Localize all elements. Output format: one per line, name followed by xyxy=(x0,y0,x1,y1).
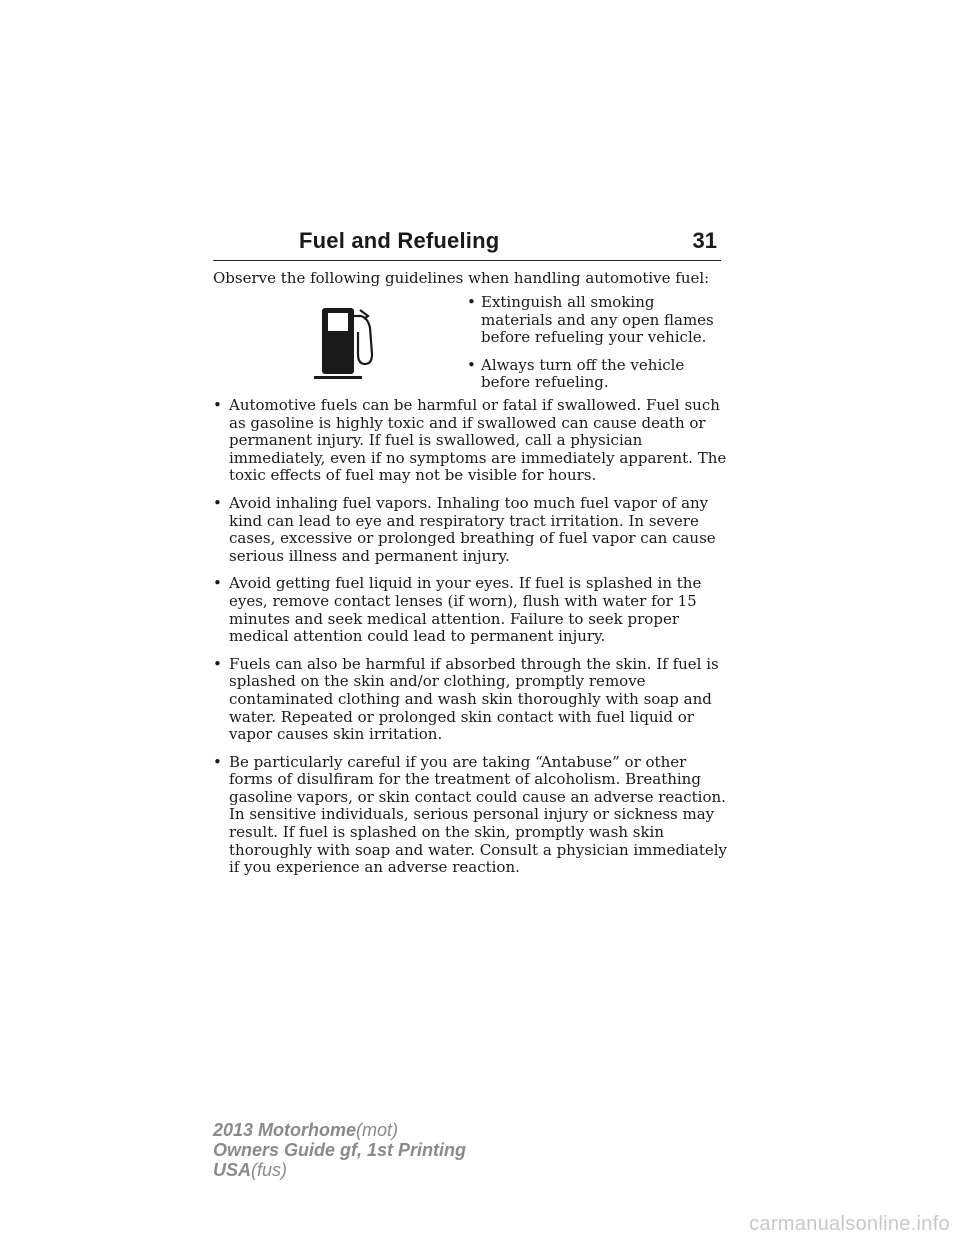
list-item xyxy=(467,357,727,392)
list-item xyxy=(213,575,728,645)
bullet-glyph: • xyxy=(467,355,476,374)
bullet-glyph: • xyxy=(213,752,222,771)
watermark: carmanualsonline.info xyxy=(749,1213,950,1235)
section-title: Fuel and Refueling xyxy=(299,228,500,253)
footer-guide: Owners Guide gf, 1st Printing xyxy=(213,1140,467,1160)
fuel-pump-icon xyxy=(312,302,384,382)
footer-model-code: (mot) xyxy=(356,1120,399,1140)
list-item-text: Avoid getting fuel liquid in your eyes. If fuel is splashed in the eyes, remove contact lenses (if worn), flush with water for 15 minutes and seek medical attention. Failure to seek proper medical attention could lead to permanent injury. xyxy=(229,574,702,646)
bullet-glyph: • xyxy=(213,493,222,512)
side-bullet-list xyxy=(467,294,727,402)
bullet-glyph: • xyxy=(467,293,476,311)
page-header xyxy=(213,228,721,261)
footer-market: USA xyxy=(213,1160,252,1180)
page-number: 31 xyxy=(692,228,717,253)
intro-paragraph: Observe the following guidelines when handling automotive fuel: xyxy=(213,269,710,287)
list-item-text: Fuels can also be harmful if absorbed through the skin. If fuel is splashed on the skin and/or clothing, promptly remove contaminated clothing and wash skin thoroughly with soap and water. Repeated or prolonged skin contact with fuel liquid or vapor causes skin irritation. xyxy=(229,654,719,744)
list-item xyxy=(213,656,728,744)
list-item xyxy=(467,294,727,347)
list-item-text: Extinguish all smoking materials and any open flames before refueling your vehicle. xyxy=(481,293,714,347)
list-item xyxy=(213,397,728,485)
bullet-glyph: • xyxy=(213,396,222,414)
list-item xyxy=(213,495,728,565)
list-item-text: Avoid inhaling fuel vapors. Inhaling too much fuel vapor of any kind can lead to eye and respiratory tract irritation. In severe cases, excessive or prolonged breathing of fuel vapor can cause serious illness and permanent injury. xyxy=(229,493,716,565)
list-item xyxy=(213,754,728,877)
bullet-glyph: • xyxy=(213,654,222,673)
main-bullet-list xyxy=(213,397,728,887)
list-item-text: Automotive fuels can be harmful or fatal if swallowed. Fuel such as gasoline is highly toxic and if swallowed can cause death or permanent injury. If fuel is swallowed, call a physician immediately, even if no symptoms are immediately apparent. The toxic effects of fuel may not be visible for hours. xyxy=(229,396,727,485)
list-item-text: Be particularly careful if you are taking “Antabuse” or other forms of disulfiram for the treatment of alcoholism. Breathing gasoline vapors, or skin contact could cause an adverse reaction. In sensitive individuals, serious personal injury or sickness may result. If fuel is splashed on the skin, promptly wash skin thoroughly with soap and water. Consult a physician immediately if you experience an adverse reaction. xyxy=(229,752,728,877)
footer-line-1 xyxy=(213,1120,466,1140)
footer-line-3 xyxy=(213,1160,466,1180)
footer-line-2 xyxy=(213,1140,466,1160)
print-footer xyxy=(213,1120,466,1180)
bullet-glyph: • xyxy=(213,574,222,593)
list-item-text: Always turn off the vehicle before refueling. xyxy=(481,355,685,392)
footer-model: 2013 Motorhome xyxy=(213,1120,357,1140)
footer-market-code: (fus) xyxy=(251,1160,288,1180)
